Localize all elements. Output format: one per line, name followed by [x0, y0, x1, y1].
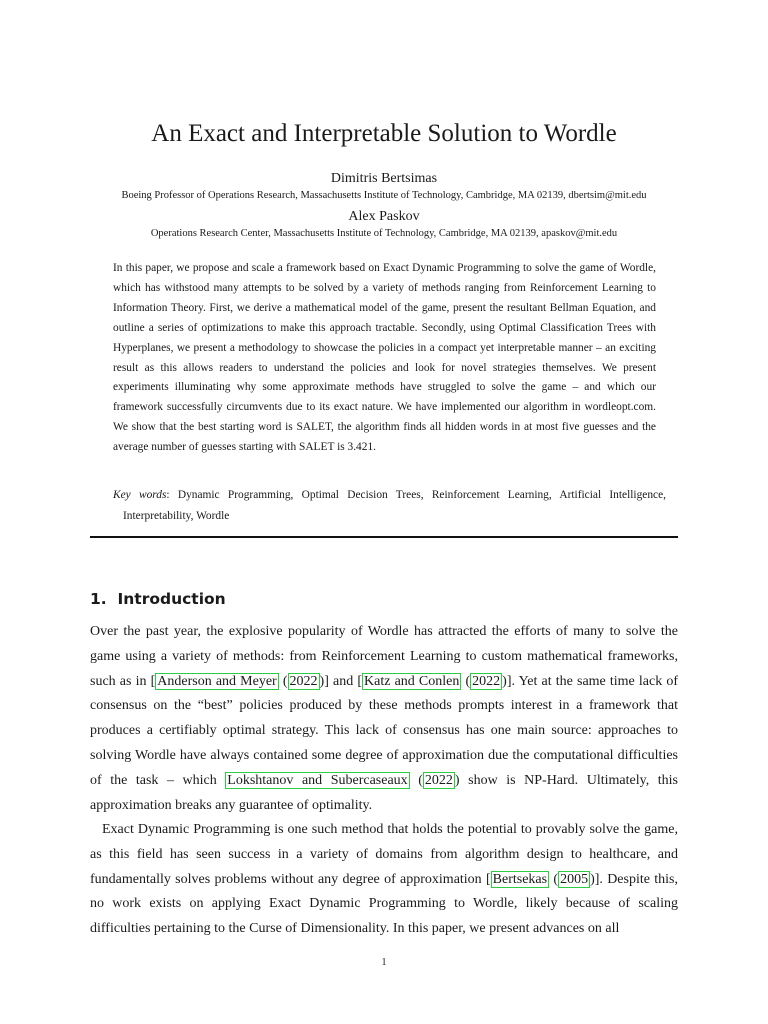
citation-bracket: [: [150, 673, 156, 689]
citation-link[interactable]: Anderson and Meyer: [157, 673, 277, 689]
section-divider: [90, 536, 678, 538]
citation-bracket: [: [357, 673, 363, 689]
paper-title: An Exact and Interpretable Solution to Wordle: [151, 120, 617, 147]
author-name: Dimitris Bertsimas: [330, 171, 438, 186]
citation-bracket: ): [454, 772, 460, 788]
citation-separator: (: [549, 871, 559, 887]
citation-year-link[interactable]: 2022: [289, 673, 318, 689]
citation-year-link[interactable]: 2022: [472, 673, 501, 689]
paragraph-text: . Despite this, no work exists on applying Exact Dynamic Programming to Wordle, likely because of scaling difficulties pertaining to the Curse of Dimensionality. In this paper, we present advances on all: [90, 871, 678, 937]
paragraph-text: Exact Dynamic Programming is one such method that holds the potential to provably solve the game, as this field has seen success in a variety of domains from algorithm design to healthcare, and fundamentally solves problems without any degree of approximation: [90, 822, 678, 887]
intro-paragraph: [90, 620, 678, 818]
citation-separator: (: [278, 673, 288, 689]
citation-bracket: )]: [319, 673, 329, 689]
citation-link[interactable]: Bertsekas: [492, 871, 548, 887]
citation-year-link[interactable]: 2022: [424, 772, 453, 788]
author-affiliation: Boeing Professor of Operations Research, Massachusetts Institute of Technology, Cambridge, MA 02139, dbertsim@mit.edu: [121, 190, 647, 201]
citation-link[interactable]: Katz and Conlen: [364, 673, 460, 689]
citation-bracket: [: [485, 871, 491, 887]
section-number: 1.: [90, 590, 107, 608]
paragraph-text: show is NP-Hard. Ultimately, this approximation breaks any guarantee of optimality.: [90, 772, 678, 813]
citation-bracket: )]: [590, 871, 600, 887]
author-affiliation: Operations Research Center, Massachusetts Institute of Technology, Cambridge, MA 02139, apaskov@mit.edu: [150, 228, 618, 239]
citation-bracket: )]: [502, 673, 512, 689]
keywords-text: : Dynamic Programming, Optimal Decision Trees, Reinforcement Learning, Artificial Intelligence, Interpretability, Wordle: [123, 489, 666, 522]
paragraph-text: . Yet at the same time lack of consensus on the “best” policies produced by these methods prompts interest in a framework that produces a certifiably optimal strategy. This lack of consensus has one main source: approaches to solving Wordle have always contained some degree of approximation due the computational difficulties of the task – which: [90, 673, 679, 788]
author-name: Alex Paskov: [348, 209, 420, 224]
paragraph-text: and: [328, 673, 358, 689]
citation-separator: (: [461, 673, 471, 689]
intro-paragraph: [90, 818, 678, 942]
section-title: Introduction: [117, 590, 226, 608]
citation-separator: (: [409, 772, 423, 788]
paragraph-text: Over the past year, the explosive popularity of Wordle has attracted the efforts of many to solve the game using a variety of methods: from Reinforcement Learning to custom mathematical frameworks, such as in: [90, 624, 678, 689]
citation-year-link[interactable]: 2005: [560, 871, 589, 887]
citation-link[interactable]: Lokshtanov and Subercaseaux: [227, 772, 408, 788]
keywords: [113, 485, 666, 527]
section-heading: [90, 590, 226, 608]
page-number: 1: [381, 957, 387, 968]
abstract: In this paper, we propose and scale a framework based on Exact Dynamic Programming to solve the game of Wordle, which has withstood many attempts to be solved by a variety of methods ranging from Reinforcement Learning to Information Theory. First, we derive a mathematical model of the game, present the resultant Bellman Equation, and outline a series of optimizations to make this approach tractable. Secondly, using Optimal Classification Trees with Hyperplanes, we present a methodology to showcase the policies in a compact yet interpretable manner – an exciting result as this allows readers to understand the policies and look for novel strategies themselves. We present experiments illuminating why some approximate methods have struggled to solve the game – and which our framework successfully circumvents due to its exact nature. We have implemented our algorithm in wordleopt.com. We show that the best starting word is SALET, the algorithm finds all hidden words in at most five guesses and the average number of guesses starting with SALET is 3.421.: [113, 262, 656, 454]
keywords-label: Key words: [113, 489, 167, 501]
